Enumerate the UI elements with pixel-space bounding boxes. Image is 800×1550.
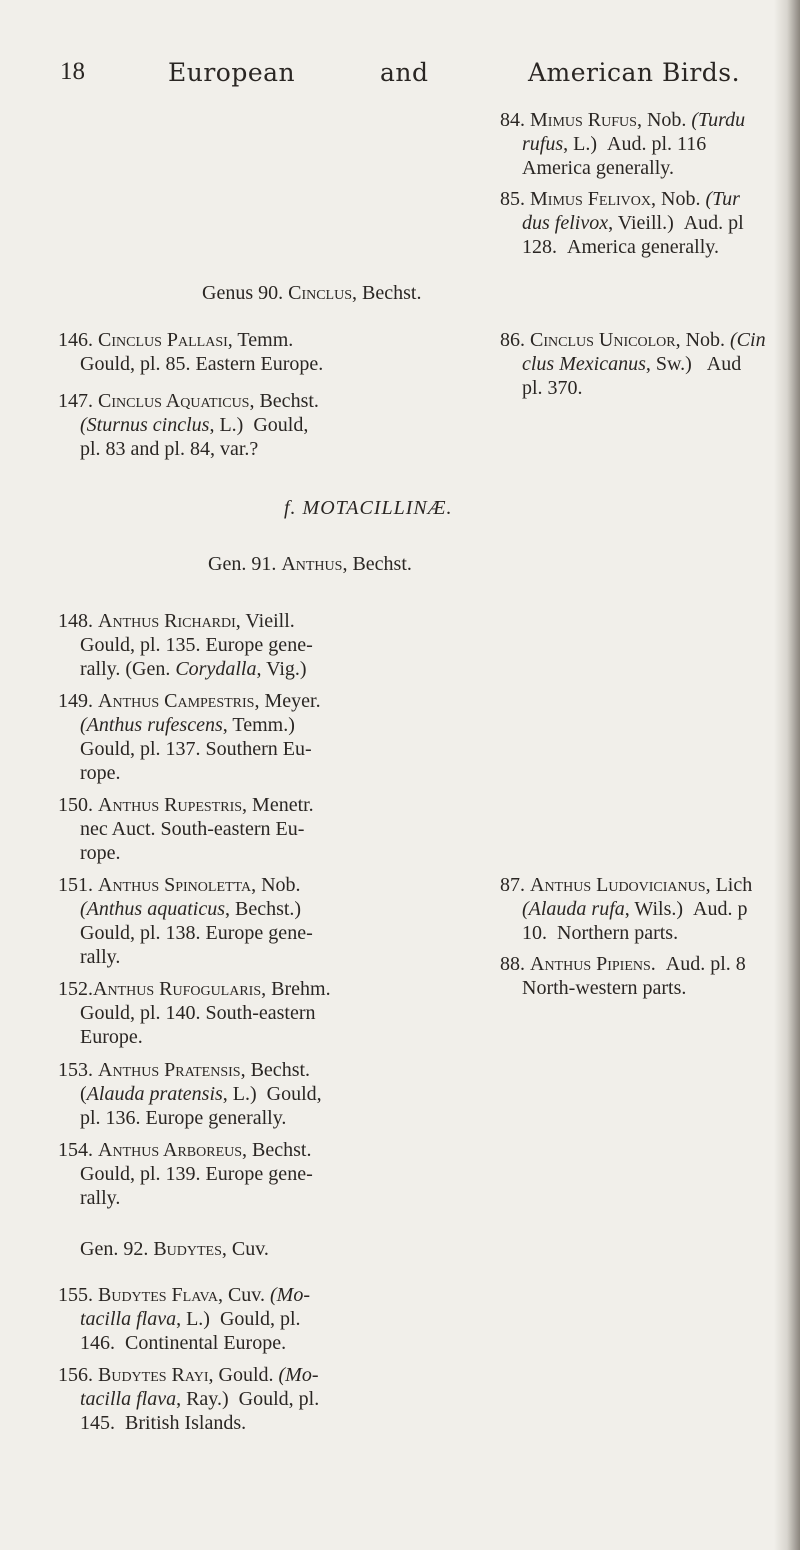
entry-line: 149. Anthus Campestris, Meyer. bbox=[58, 690, 321, 712]
entry-line: 154. Anthus Arboreus, Bechst. bbox=[58, 1139, 312, 1161]
entry-line: Gould, pl. 85. Eastern Europe. bbox=[80, 353, 324, 375]
entry-line: 85. Mimus Felivox, Nob. (Tur bbox=[500, 188, 740, 210]
genus-91-heading: Gen. 91. Anthus, Bechst. bbox=[208, 553, 412, 575]
entry-line: 84. Mimus Rufus, Nob. (Turdu bbox=[500, 109, 746, 131]
entry-84 bbox=[500, 108, 745, 180]
entry-line: North-western parts. bbox=[522, 977, 687, 999]
page-edge-shadow bbox=[774, 0, 800, 1550]
entry-line: (Anthus rufescens, Temm.) bbox=[80, 714, 295, 736]
header-word-and: and bbox=[380, 58, 429, 87]
page-number: 18 bbox=[60, 58, 85, 85]
entry-line: Gould, pl. 140. South-eastern bbox=[80, 1002, 316, 1024]
entry-line: rally. bbox=[80, 1187, 121, 1209]
entry-line: 148. Anthus Richardi, Vieill. bbox=[58, 610, 295, 632]
entry-line: tacilla flava, L.) Gould, pl. bbox=[80, 1308, 301, 1330]
entry-line: rope. bbox=[80, 762, 121, 784]
entry-line: 146. Continental Europe. bbox=[80, 1332, 287, 1354]
entry-149 bbox=[58, 689, 321, 785]
entry-line: 150. Anthus Rupestris, Menetr. bbox=[58, 794, 314, 816]
entry-156 bbox=[58, 1363, 319, 1435]
entry-line: rufus, L.) Aud. pl. 116 bbox=[522, 133, 707, 155]
entry-85 bbox=[500, 187, 744, 259]
entry-150 bbox=[58, 793, 314, 865]
entry-line: pl. 83 and pl. 84, var.? bbox=[80, 438, 259, 460]
entry-86 bbox=[500, 328, 766, 400]
entry-line: 147. Cinclus Aquaticus, Bechst. bbox=[58, 390, 319, 412]
entry-line: (Anthus aquaticus, Bechst.) bbox=[80, 898, 302, 920]
entry-line: 128. America generally. bbox=[522, 236, 719, 258]
entry-line: (Alauda pratensis, L.) Gould, bbox=[80, 1083, 322, 1105]
entry-148 bbox=[58, 609, 313, 681]
entry-line: nec Auct. South-eastern Eu- bbox=[80, 818, 305, 840]
header-word-american-birds: American Birds. bbox=[528, 58, 741, 87]
entry-line: 155. Budytes Flava, Cuv. (Mo- bbox=[58, 1284, 310, 1306]
entry-line: pl. 136. Europe generally. bbox=[80, 1107, 287, 1129]
entry-line: 145. British Islands. bbox=[80, 1412, 247, 1434]
entry-line: 151. Anthus Spinoletta, Nob. bbox=[58, 874, 301, 896]
entry-line: 152.Anthus Rufogularis, Brehm. bbox=[58, 978, 331, 1000]
entry-line: rope. bbox=[80, 842, 121, 864]
entry-line: Gould, pl. 138. Europe gene- bbox=[80, 922, 313, 944]
subfamily-heading: f. MOTACILLINÆ. bbox=[284, 497, 453, 519]
entry-line: tacilla flava, Ray.) Gould, pl. bbox=[80, 1388, 320, 1410]
entry-153 bbox=[58, 1058, 322, 1130]
entry-line: 153. Anthus Pratensis, Bechst. bbox=[58, 1059, 311, 1081]
genus-90-heading: Genus 90. Cinclus, Bechst. bbox=[202, 282, 422, 304]
entry-155 bbox=[58, 1283, 310, 1355]
entry-152 bbox=[58, 977, 331, 1049]
entry-line: pl. 370. bbox=[522, 377, 583, 399]
entry-88 bbox=[500, 952, 746, 1000]
entry-line: rally. bbox=[80, 946, 121, 968]
entry-line: 87. Anthus Ludovicianus, Lich bbox=[500, 874, 753, 896]
genus-92-heading: Gen. 92. Budytes, Cuv. bbox=[80, 1238, 269, 1260]
entry-line: America generally. bbox=[522, 157, 674, 179]
entry-line: dus felivox, Vieill.) Aud. pl bbox=[522, 212, 744, 234]
entry-147 bbox=[58, 389, 319, 461]
entry-line: 10. Northern parts. bbox=[522, 922, 679, 944]
header-word-european: European bbox=[168, 58, 296, 87]
entry-87 bbox=[500, 873, 752, 945]
entry-line: Gould, pl. 135. Europe gene- bbox=[80, 634, 313, 656]
entry-154 bbox=[58, 1138, 313, 1210]
entry-line: 156. Budytes Rayi, Gould. (Mo- bbox=[58, 1364, 319, 1386]
entry-line: Europe. bbox=[80, 1026, 143, 1048]
entry-line: Gould, pl. 137. Southern Eu- bbox=[80, 738, 312, 760]
entry-line: 146. Cinclus Pallasi, Temm. bbox=[58, 329, 294, 351]
entry-line: 88. Anthus Pipiens. Aud. pl. 8 bbox=[500, 953, 746, 975]
entry-line: clus Mexicanus, Sw.) Aud bbox=[522, 353, 742, 375]
entry-line: (Alauda rufa, Wils.) Aud. p bbox=[522, 898, 748, 920]
entry-line: 86. Cinclus Unicolor, Nob. (Cin bbox=[500, 329, 766, 351]
running-header bbox=[0, 58, 800, 98]
entry-151 bbox=[58, 873, 313, 969]
entry-line: (Sturnus cinclus, L.) Gould, bbox=[80, 414, 309, 436]
entry-line: Gould, pl. 139. Europe gene- bbox=[80, 1163, 313, 1185]
entry-146 bbox=[58, 328, 323, 376]
entry-line: rally. (Gen. Corydalla, Vig.) bbox=[80, 658, 307, 680]
